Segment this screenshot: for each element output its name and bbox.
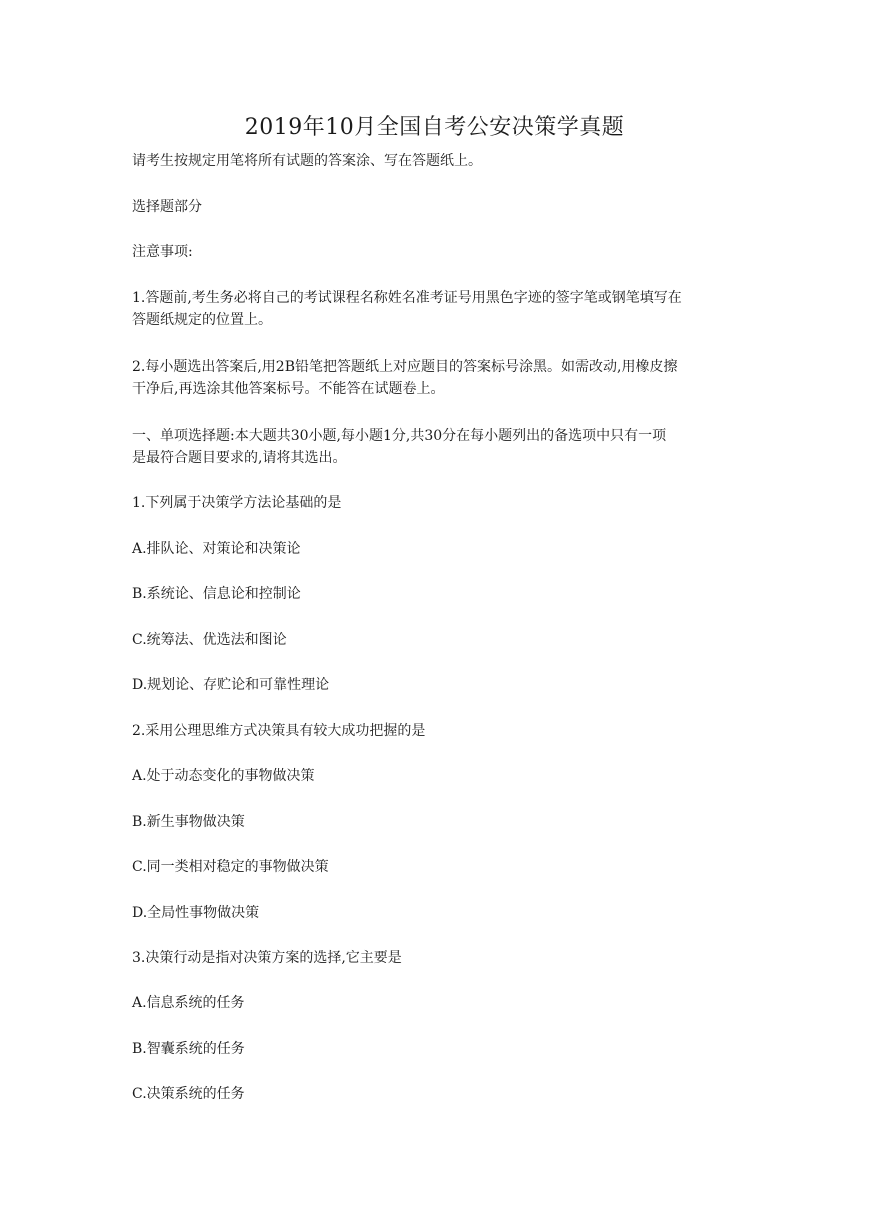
question-1-option-d: D.规划论、存贮论和可靠性理论 [132, 677, 330, 693]
question-2-option-a: A.处于动态变化的事物做决策 [132, 768, 315, 784]
question-3-option-b: B.智囊系统的任务 [132, 1041, 245, 1057]
question-1-option-c: C.统筹法、优选法和图论 [132, 632, 287, 648]
notice-2-line-1: 2.每小题选出答案后,用2B铅笔把答题纸上对应题目的答案标号涂黑。如需改动,用橡皮擦 [132, 359, 678, 375]
document-title: 2019年10月全国自考公安决策学真题 [244, 115, 625, 140]
part-1-line-2: 是最符合题目要求的,请将其选出。 [132, 450, 347, 466]
part-1-line-1: 一、单项选择题:本大题共30小题,每小题1分,共30分在每小题列出的备选项中只有一项 [132, 428, 667, 444]
question-3-option-a: A.信息系统的任务 [132, 995, 245, 1011]
question-3-option-c: C.决策系统的任务 [132, 1086, 245, 1102]
question-2-option-c: C.同一类相对稳定的事物做决策 [132, 859, 329, 875]
question-3-stem: 3.决策行动是指对决策方案的选择,它主要是 [132, 950, 402, 966]
question-2-option-d: D.全局性事物做决策 [132, 905, 260, 921]
question-1-option-b: B.系统论、信息论和控制论 [132, 586, 301, 602]
notice-1-line-1: 1.答题前,考生务必将自己的考试课程名称姓名准考证号用黑色字迹的签字笔或钢笔填写在 [132, 290, 682, 306]
section-heading: 选择题部分 [132, 199, 202, 215]
notice-1-line-2: 答题纸规定的位置上。 [132, 312, 272, 328]
instruction-text: 请考生按规定用笔将所有试题的答案涂、写在答题纸上。 [132, 153, 482, 169]
question-1-stem: 1.下列属于决策学方法论基础的是 [132, 495, 342, 511]
notice-2-line-2: 干净后,再选涂其他答案标号。不能答在试题卷上。 [132, 381, 445, 397]
question-2-stem: 2.采用公理思维方式决策具有较大成功把握的是 [132, 723, 426, 739]
question-1-option-a: A.排队论、对策论和决策论 [132, 541, 301, 557]
question-2-option-b: B.新生事物做决策 [132, 814, 245, 830]
notice-heading: 注意事项: [132, 244, 193, 260]
